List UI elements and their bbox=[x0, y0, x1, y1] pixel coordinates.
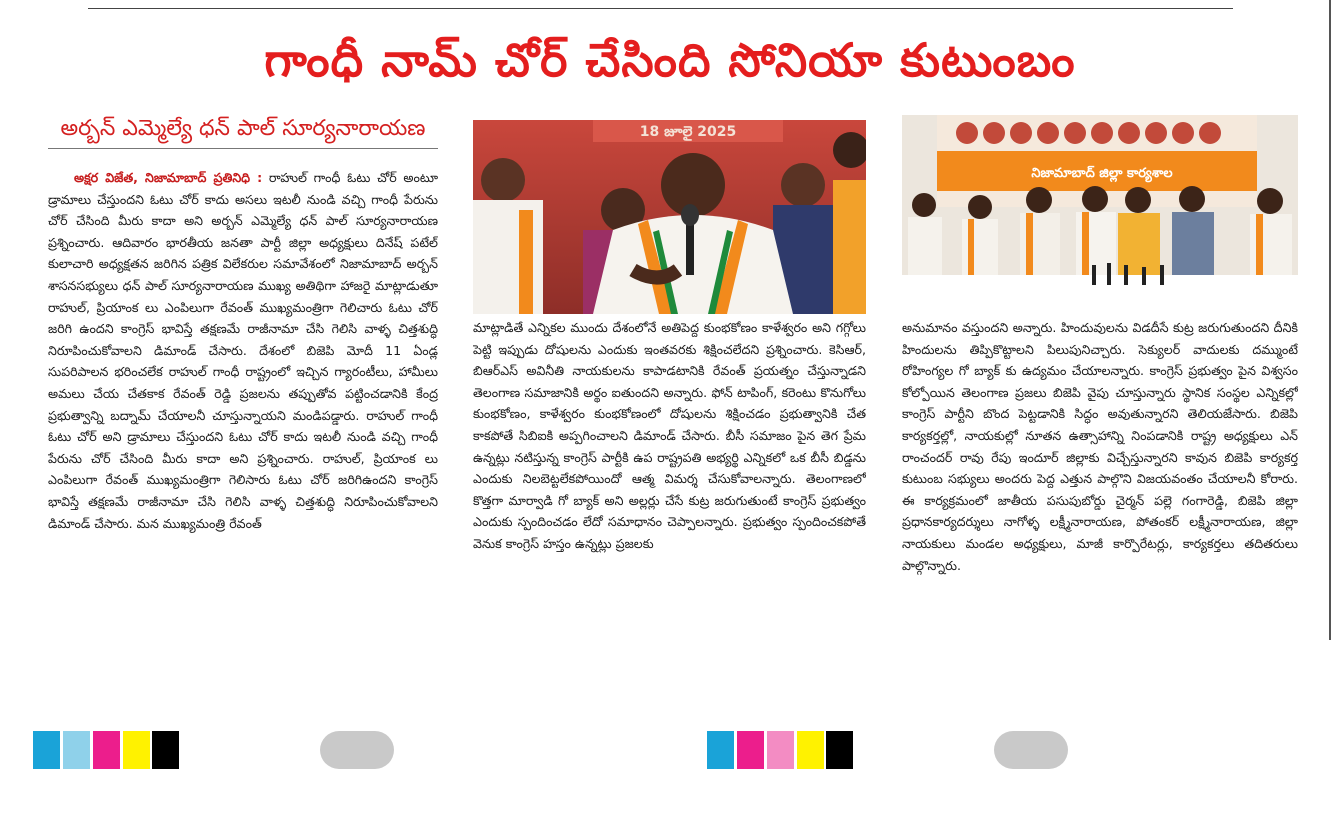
photo-1-illustration bbox=[473, 120, 866, 314]
registration-pill-1 bbox=[320, 731, 394, 769]
photo-1-banner-date: 18 జూలై 2025 bbox=[639, 124, 737, 140]
photo-press-meet-speaker bbox=[473, 120, 866, 314]
registration-swatch-7 bbox=[737, 731, 764, 769]
registration-swatch-1 bbox=[33, 731, 60, 769]
registration-pill-2 bbox=[994, 731, 1068, 769]
registration-swatch-4 bbox=[123, 731, 150, 769]
page-edge-rule bbox=[1329, 0, 1331, 640]
subheadline-rule bbox=[48, 148, 438, 149]
photo-party-workshop bbox=[902, 115, 1298, 309]
headline: గాంధీ నామ్ చోర్ చేసింది సోనియా కుటుంబం bbox=[264, 33, 1076, 87]
registration-swatch-10 bbox=[826, 731, 853, 769]
registration-swatch-2 bbox=[63, 731, 90, 769]
column-1-text bbox=[48, 167, 438, 534]
column-1-body: రాహుల్ గాంధీ ఓటు చోర్ అంటూ డ్రామాలు చేస్తుందని ఓటు చోర్ కాదు అసలు ఇటలీ నుండి వచ్చి గాంధీ పేరును చోర్ చేసింది మీరు కాదా అని అర్బన్ ఎమ్మెల్యే ధన్ పాల్ సూర్యనారాయణ ప్రశ్నించారు. ఆదివారం భారతీయ జనతా పార్టీ జిల్లా అధ్యక్షులు దినేష్ పటేల్ కులాచారి అధ్యక్షతన జరిగిన పత్రిక విలేకరుల సమావేశంలో నిజామాబాద్ అర్బన్ శాసనసభ్యులు ధన్ పాల్ సూర్యనారాయణ ముఖ్య అతిథిగా హాజరై మాట్లాడుతూ రాహుల్, ప్రియాంక లు ఎంపిలుగా రేవంత్ ముఖ్యమంత్రిగా గెలిచారు ఓటు చోర్ జరిగి ఉందని కాంగ్రెస్ భావిస్తే తక్షణమే రాజీనామా చేసి గెలిసి వాళ్ళ చిత్తశుద్ధి నిరూపించుకోవాలని డిమాండ్ చేసారు. దేశంలో బిజెపి మోదీ 11 ఏండ్ల సుపరిపాలన భరించలేక రాహుల్ గాంధీ రాష్ట్రంలో ఇచ్చిన గ్యారంటీలు, హామీలు అమలు చేయ చేతకాక రేవంత్ రెడ్డి ప్రజలను తప్పుతోవ పట్టించడానికి కేంద్ర ప్రభుత్వాన్ని బద్నామ్ చేయాలనీ చూస్తున్నాయని మండిపడ్డారు. రాహుల్ గాంధీ ఓటు చోర్ అని డ్రామాలు చేస్తుందని ఓటు చోర్ కాదు ఇటలీ నుండి వచ్చి గాంధీ పేరును చోర్ చేసింది మీరు కాదా అని ప్రశ్నించారు. రాహుల్, ప్రియాంక లు ఎంపిలుగా రేవంత్ ముఖ్యమంత్రిగా గెలిసారు ఓటు చోర్ జరిగిఉందని కాంగ్రెస్ భావిస్తే తక్షణమే రాజీనామా చేసి గెలిసి వాళ్ళ చిత్తశుద్ధి నిరూపించుకోవాలని డిమాండ్ చేసారు. మన ముఖ్యమంత్రి రేవంత్ bbox=[48, 170, 438, 531]
registration-swatch-6 bbox=[707, 731, 734, 769]
registration-swatch-5 bbox=[152, 731, 179, 769]
byline: అక్షర విజేత, నిజామాబాద్ ప్రతినిధి : bbox=[74, 170, 263, 185]
top-rule bbox=[88, 8, 1233, 9]
article-column-3: అనుమానం వస్తుందని అన్నారు. హిందువులను విడదీసే కుట్ర జరుగుతుందని దీనికి హిందులను తిప్పికొట్టాలని పిలుపునిచ్చారు. సెక్యులర్ వాదులకు దమ్ముంటే రోహింగ్యల గో బ్యాక్ కు ఉద్యమం చేయాలన్నారు. కాంగ్రెస్ ప్రభుత్వం పైన విశ్వసం కోల్పోయిన తెలంగాణ ప్రజలు బిజెపి వైపు చూస్తున్నారు స్థానిక సంస్థల ఎన్నికల్లో కాంగ్రెస్ పార్టీని బొంద పెట్టడానికి సిద్ధం అవుతున్నారని తెలియజేసారు. బిజెపి కార్యకర్తల్లో, నాయకుల్లో నూతన ఉత్సాహాన్ని నింపడానికి రాష్ట్ర అధ్యక్షులు ఎన్ రాంచందర్ రావు రేపు ఇందూర్ జిల్లాకు విచ్చేస్తున్నారని కావున బిజెపి కార్యకర్త కుటుంబ సభ్యులు అందరు పెద్ద ఎత్తున పాల్గొని విజయవంతం చేయాలనీ కోరారు. ఈ కార్యక్రమంలో జాతీయ పసుపుబోర్డు చైర్మన్ పల్లె గంగారెడ్డి, బిజెపి జిల్లా ప్రధానకార్యదర్శులు నాగోళ్ళ లక్ష్మీనారాయణ, పోతంకర్ లక్ష్మీనారాయణ, జిల్లా నాయకులు మండల అధ్యక్షులు, మాజీ కార్పొరేటర్లు, కార్యకర్తలు తదితరులు పాల్గొన్నారు. bbox=[902, 320, 1298, 573]
registration-swatch-9 bbox=[797, 731, 824, 769]
registration-swatch-8 bbox=[767, 731, 794, 769]
article-column-2: మాట్లాడితే ఎన్నికల ముందు దేశంలోనే అతిపెద్ద కుంభకోణం కాళేశ్వరం అని గగ్గోలు పెట్టి ఇప్పుడు దోషులను ఎందుకు ఇంతవరకు శిక్షించలేదని ప్రశ్నించారు. కెసిఆర్, బిఆర్ఎస్ అవినీతి నాయకులను కాపాడటానికి రేవంత్ ప్రయత్నం చేస్తున్నాడని తెలంగాణ సమాజానికి అర్థం ఐతుందని అన్నారు. ఫోన్ టాపింగ్, కరెంటు కొనుగోలు కుంభకోణం, కాళేశ్వరం కుంభకోణంలో దోషులను శిక్షించడం ప్రభుత్వానికి చేత కాకపోతే సిబిఐకి అప్పగించాలని డిమాండ్ చేసారు. బీసీ సమాజం పైన తెగ ప్రేమ ఉన్నట్లు నటిస్తున్న కాంగ్రెస్ పార్టీకి ఉప రాష్ట్రపతి అభ్యర్థి ఎన్నికలో ఒక బీసీ బిడ్డను ఎందుకు నిలబెట్టలేకపోయిందో ఆత్మ విమర్శ చేసుకోవాలన్నారు. తెలంగాణలో కొత్తగా మార్వాడి గో బ్యాక్ అని అల్లర్లు చేసే కుట్ర జరుగుతుంటే కాంగ్రెస్ ప్రభుత్వం ఎందుకు స్పందించడం లేదో సమాధానం చెప్పాలన్నారు. ప్రభుత్వం స్పందించకపోతే వెనుక కాంగ్రెస్ హస్తం ఉన్నట్లు ప్రజలకు bbox=[473, 320, 866, 551]
photo-2-banner-text: నిజామాబాద్ జిల్లా కార్యశాల bbox=[1031, 166, 1173, 181]
article-column-1 bbox=[48, 167, 438, 667]
registration-swatch-3 bbox=[93, 731, 120, 769]
subheadline: అర్బన్ ఎమ్మెల్యే ధన్ పాల్ సూర్యనారాయణ bbox=[60, 116, 426, 141]
photo-2-illustration bbox=[902, 115, 1298, 309]
